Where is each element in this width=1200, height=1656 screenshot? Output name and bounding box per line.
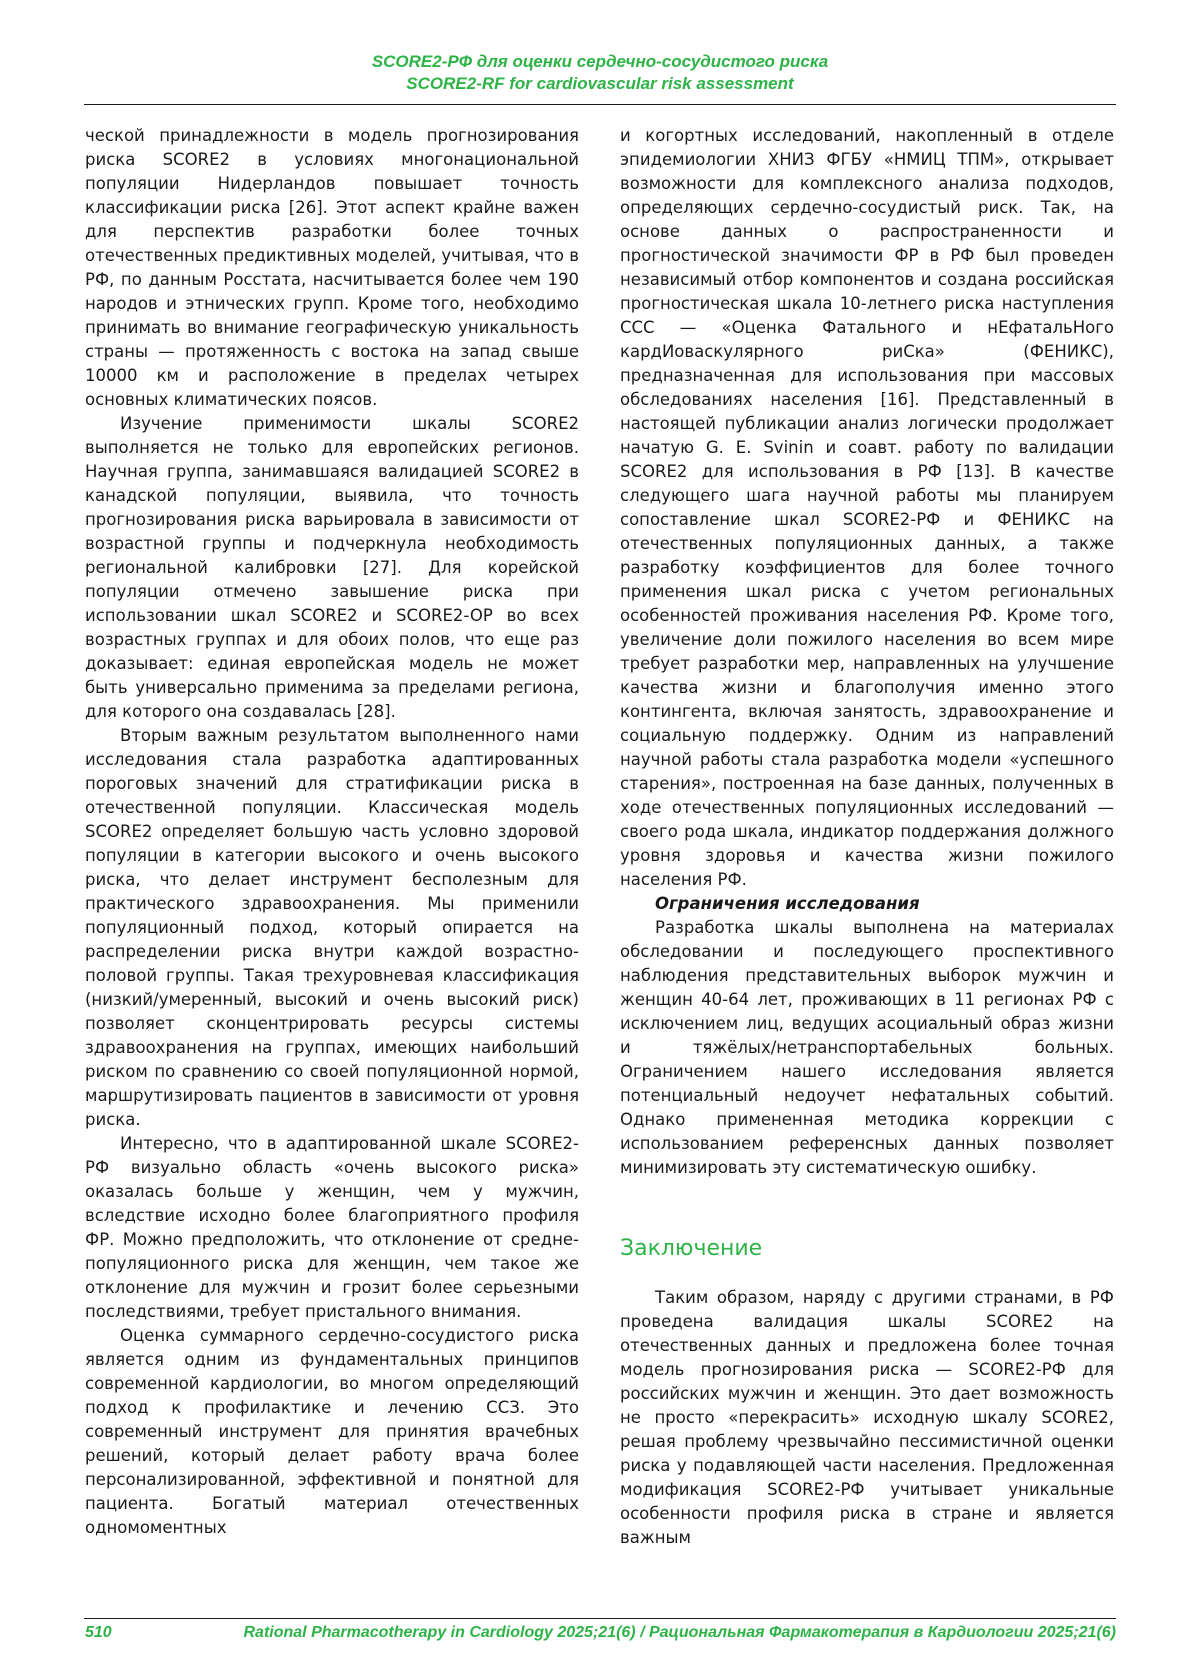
paragraph: Вторым важным результатом выполненного нами исследования стала разработка адаптированных пороговых значений для стратификации риска в отечественной популяции. Классическая модель SCORE2 определяет большую часть условно здоровой популяции в категории высокого и очень высокого риска, что делает инструмент бесполезным для практического здравоохранения. Мы применили популяционный подход, который опирается на распределении риска внутри каждой возрастно-половой группы. Такая трехуровневая классификация (низкий/умеренный, высокий и очень высокий риск) позволяет сконцентрировать ресурсы системы здравоохранения на группах, имеющих наибольший риском по сравнению со своей популяционной нормой, маршрутизировать пациентов в зависимости от уровня риска. — [85, 726, 579, 1129]
limitations-heading: Ограничения исследования — [655, 894, 920, 913]
right-column — [620, 124, 1114, 1550]
paragraph: и когортных исследований, накопленный в отделе эпидемиологии ХНИЗ ФГБУ «НМИЦ ТПМ», открывает возможности для комплексного анализа подходов, определяющих сердечно-сосудистый риск. Так, на основе данных о распространенности и прогностической значимости ФР в РФ был проведен независимый отбор компонентов и создана российская прогностическая шкала 10-летнего риска наступления ССС — «Оценка Фатального и нЕфатальНого кардИоваскулярного риСка» (ФЕНИКС), предназначенная для использования при массовых обследованиях населения [16]. Представленный в настоящей публикации анализ логически продолжает начатую G. E. Svinin и соавт. работу по валидации SCORE2 для использования в РФ [13]. В качестве следующего шага научной работы мы планируем сопоставление шкал SCORE2-РФ и ФЕНИКС на отечественных популяционных данных, а также разработку коэффициентов для более точного применения шкал риска с учетом региональных особенностей проживания населения РФ. Кроме того, увеличение доли пожилого населения во всем мире требует разработки мер, направленных на улучшение качества жизни и благополучия именно этого контингента, включая занятость, здравоохранение и социальную поддержку. Одним из направлений научной работы стала разработка модели «успешного старения», построенная на базе данных, полученных в ходе отечественных популяционных исследований — своего рода шкала, индикатор поддержания должного уровня здоровья и качества жизни пожилого населения РФ. — [620, 126, 1114, 889]
conclusion-paragraph: Таким образом, наряду с другими странами, в РФ проведена валидация шкалы SCORE2 на отечественных данных и предложена более точная модель прогнозирования риска — SCORE2-РФ для российских мужчин и женщин. Это дает возможность не просто «перекрасить» исходную шкалу SCORE2, решая проблему чрезвычайно пессимистичной оценки риска у подавляющей части населения. Предложенная модификация SCORE2-РФ учитывает уникальные особенности профиля риска в стране и является важным — [620, 1288, 1114, 1547]
paragraph: Оценка суммарного сердечно-сосудистого риска является одним из фундаментальных принципов современной кардиологии, во многом определяющий подход к профилактике и лечению ССЗ. Это современный инструмент для принятия врачебных решений, который делает работу врача более персонализированной, эффективной и понятной для пациента. Богатый материал отечественных одномоментных — [85, 1326, 579, 1537]
page-number: 510 — [85, 1624, 112, 1641]
header-divider — [84, 104, 1116, 105]
running-head-en: SCORE2-RF for cardiovascular risk assessment — [406, 74, 794, 93]
running-head-ru: SCORE2-РФ для оценки сердечно-сосудистого риска — [371, 52, 829, 71]
limitations-paragraph: Разработка шкалы выполнена на материалах обследовании и последующего проспективного наблюдения представительных выборок мужчин и женщин 40-64 лет, проживающих в 11 регионах РФ с исключением лиц, ведущих асоциальный образ жизни и тяжёлых/нетранспортабельных больных. Ограничением нашего исследования является потенциальный недоучет нефатальных событий. Однако примененная методика коррекции с использованием референсных данных позволяет минимизировать эту систематическую ошибку. — [620, 918, 1114, 1177]
conclusion-heading: Заключение — [620, 1236, 763, 1261]
running-head — [0, 51, 1200, 95]
paragraph: Интересно, что в адаптированной шкале SCORE2-РФ визуально область «очень высокого риска» оказалась больше у женщин, чем у мужчин, вследствие исходно более благоприятного профиля ФР. Можно предположить, что отклонение от средне-популяционного риска для женщин, чем такое же отклонение для мужчин и грозит более серьезными последствиями, требует пристального внимания. — [85, 1134, 579, 1321]
left-column — [85, 124, 579, 1540]
journal-citation: Rational Pharmacotherapy in Cardiology 2025;21(6) / Рациональная Фармакотерапия в Кардиологии 2025;21(6) — [243, 1624, 1116, 1641]
paragraph: Изучение применимости шкалы SCORE2 выполняется не только для европейских регионов. Научная группа, занимавшаяся валидацией SCORE2 в канадской популяции, выявила, что точность прогнозирования риска варьировала в зависимости от возрастной группы и подчеркнула необходимость региональной калибровки [27]. Для корейской популяции отмечено завышение риска при использовании шкал SCORE2 и SCORE2-OP во всех возрастных группах и для обоих полов, что еще раз доказывает: единая европейская модель не может быть универсально применима за пределами региона, для которого она создавалась [28]. — [85, 414, 579, 721]
footer-divider — [84, 1618, 1116, 1619]
paragraph: ческой принадлежности в модель прогнозирования риска SCORE2 в условиях многонациональной популяции Нидерландов повышает точность классификации риска [26]. Этот аспект крайне важен для перспектив разработки более точных отечественных предиктивных моделей, учитывая, что в РФ, по данным Росстата, насчитывается более чем 190 народов и этнических групп. Кроме того, необходимо принимать во внимание географическую уникальность страны — протяженность с востока на запад свыше 10000 км и расположение в пределах четырех основных климатических поясов. — [85, 126, 579, 409]
